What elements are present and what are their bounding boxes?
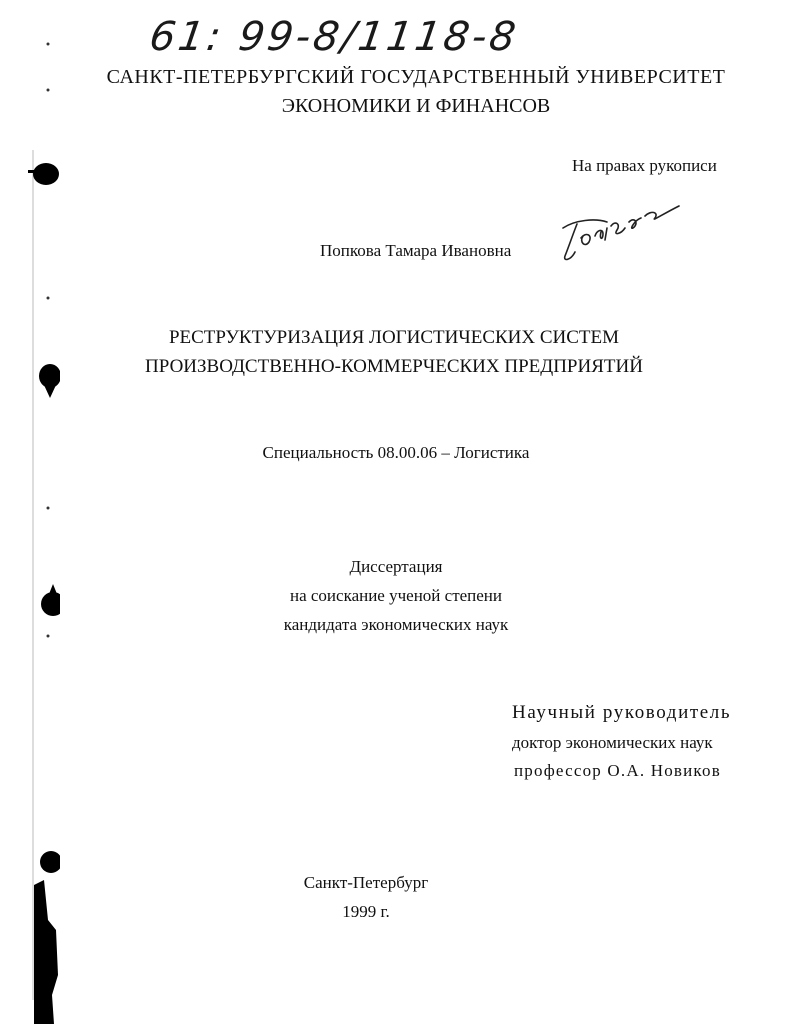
dissertation-label: Диссертация <box>349 557 443 576</box>
dissertation-title-line1: РЕСТРУКТУРИЗАЦИЯ ЛОГИСТИЧЕСКИХ СИСТЕМ <box>168 327 620 348</box>
degree-line2: кандидата экономических наук <box>283 615 509 634</box>
handwritten-signature <box>555 198 685 268</box>
manuscript-rights-note: На правах рукописи <box>572 156 717 175</box>
author-name: Попкова Тамара Ивановна <box>320 241 512 260</box>
year: 1999 г. <box>342 902 390 921</box>
university-name-line1: САНКТ-ПЕТЕРБУРГСКИЙ ГОСУДАРСТВЕННЫЙ УНИВЕРСИТЕТ <box>106 66 726 88</box>
supervisor-degree: доктор экономических наук <box>512 733 713 752</box>
city: Санкт-Петербург <box>303 873 429 892</box>
university-name-line2: ЭКОНОМИКИ И ФИНАНСОВ <box>281 95 551 117</box>
supervisor-name: профессор О.А. Новиков <box>514 761 721 780</box>
scan-margin-artifacts <box>0 0 60 1024</box>
supervisor-heading: Научный руководитель <box>512 702 732 723</box>
binding-hole-1 <box>33 163 59 185</box>
specialty-line: Специальность 08.00.06 – Логистика <box>262 443 530 462</box>
degree-line1: на соискание ученой степени <box>289 586 503 605</box>
catalog-number: 61: 99-8/1118-8 <box>146 14 522 60</box>
binding-hole-4 <box>40 851 60 873</box>
dissertation-title-line2: ПРОИЗВОДСТВЕННО-КОММЕРЧЕСКИХ ПРЕДПРИЯТИЙ <box>145 356 643 377</box>
